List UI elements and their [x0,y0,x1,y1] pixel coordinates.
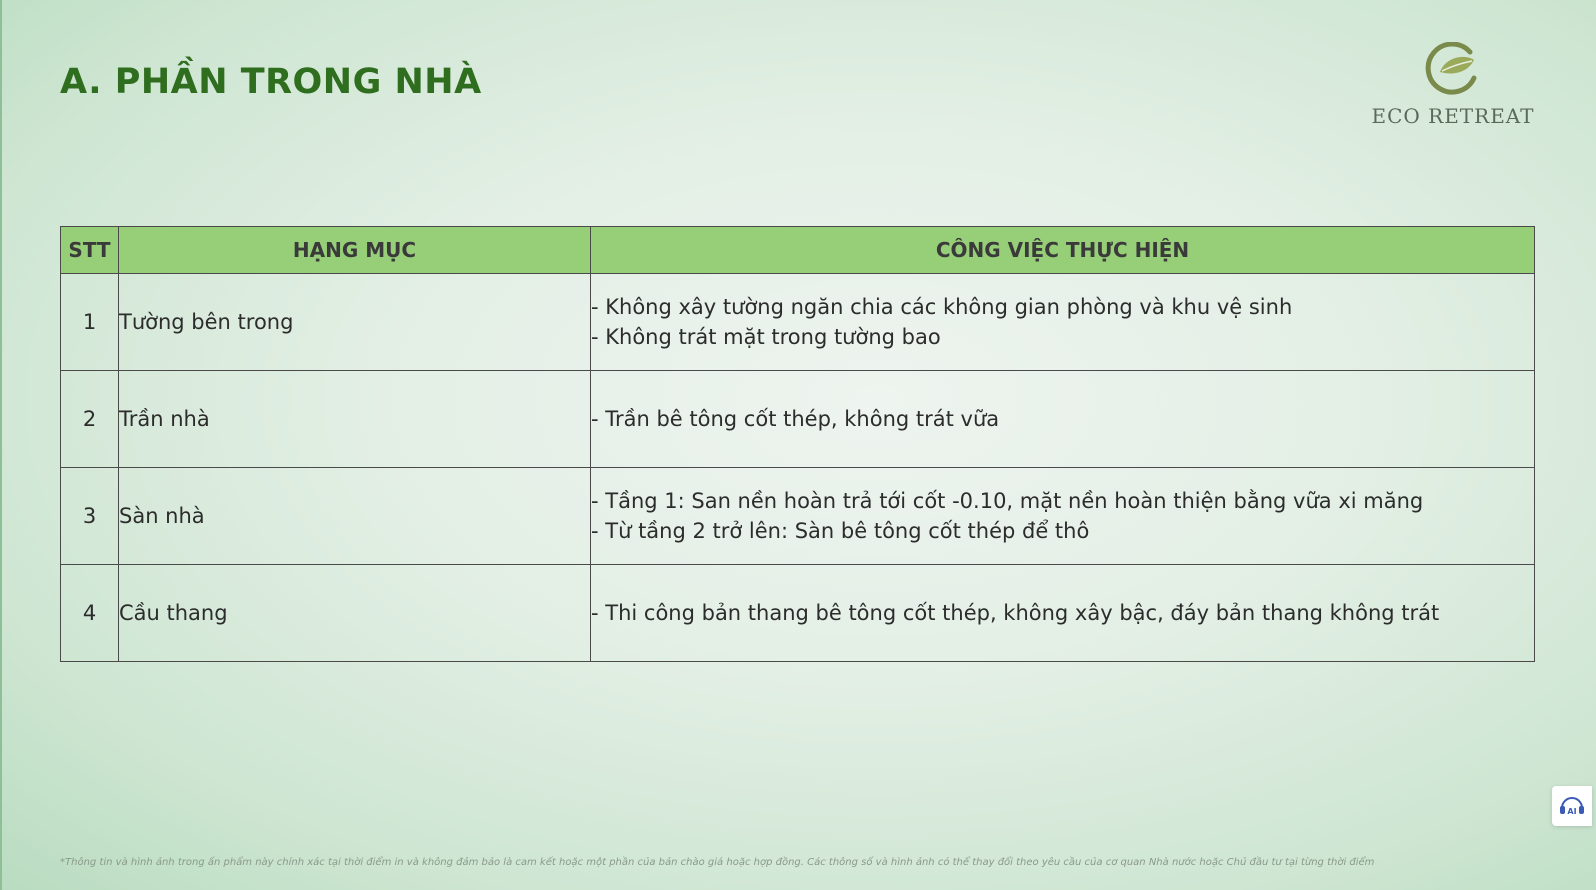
eco-retreat-logo [1368,42,1538,128]
header-hang-muc: HẠNG MỤC [119,227,591,274]
support-widget-text: AI [1567,807,1577,816]
table-row [61,468,1535,565]
logo-text: ECO RETREAT [1371,104,1535,128]
table-row [61,565,1535,662]
row-work [591,371,1535,468]
header-stt: STT [61,227,119,274]
work-line: - Thi công bản thang bê tông cốt thép, không xây bậc, đáy bản thang không trát [591,601,1440,625]
eco-leaf-icon [1424,42,1482,98]
work-line: - Không xây tường ngăn chia các không gian phòng và khu vệ sinh [591,295,1293,319]
work-line: - Tầng 1: San nền hoàn trả tới cốt -0.10, mặt nền hoàn thiện bằng vữa xi măng [591,489,1424,513]
work-line: - Trần bê tông cốt thép, không trát vữa [591,407,1000,431]
row-item: Cầu thang [119,565,591,662]
row-stt: 3 [61,468,119,565]
row-item: Sàn nhà [119,468,591,565]
row-item: Tường bên trong [119,274,591,371]
work-line: - Từ tầng 2 trở lên: Sàn bê tông cốt thép để thô [591,519,1090,543]
row-stt: 1 [61,274,119,371]
table-row [61,371,1535,468]
support-chat-button[interactable] [1552,786,1592,826]
row-item: Trần nhà [119,371,591,468]
header-cong-viec: CÔNG VIỆC THỰC HIỆN [591,227,1535,274]
spec-table [60,226,1535,662]
row-work [591,274,1535,371]
row-work [591,468,1535,565]
work-line: - Không trát mặt trong tường bao [591,325,941,349]
row-work [591,565,1535,662]
headset-ai-icon [1558,793,1586,819]
row-stt: 4 [61,565,119,662]
row-stt: 2 [61,371,119,468]
table-header-row [61,227,1535,274]
page-title: A. PHẦN TRONG NHÀ [60,62,482,102]
table-row [61,274,1535,371]
left-edge-line [0,0,2,890]
disclaimer-text: *Thông tin và hình ảnh trong ấn phẩm này chính xác tại thời điểm in và không đảm bảo là cam kết hoặc một phần của bản chào giá hoặc hợp đồng. Các thông số và hình ảnh có thể thay đổi theo yêu cầu của cơ quan Nhà nước hoặc Chủ đầu tư tại từng thời điểm [60,857,1375,868]
